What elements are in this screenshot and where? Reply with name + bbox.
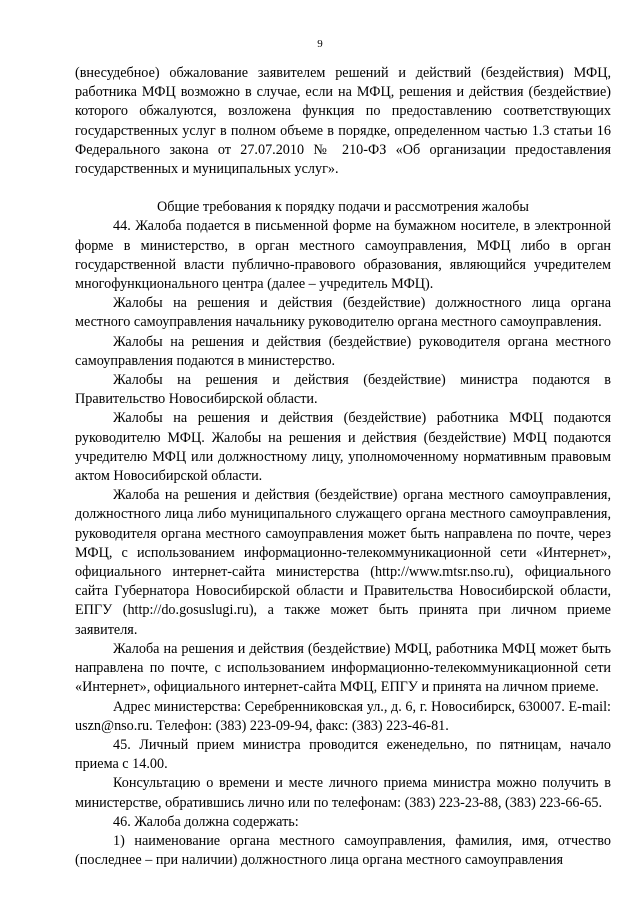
paragraph-complaints-head: Жалобы на решения и действия (бездействие) руководителя органа местного самоуправления подаются в министерство. [75,333,611,369]
paragraph-continuation: (внесудебное) обжалование заявителем решений и действий (бездействия) МФЦ, работника МФЦ возможно в случае, если на МФЦ, решения и действия (бездействие) которого обжалуются, возложена функция по предоставлению соответствующих государственных услуг в полном объеме в порядке, определенном частью 1.3 статьи 16 Федерального закона от 27.07.2010 № 210-ФЗ «Об организации предоставления государственных и муниципальных услуг». [75,65,611,178]
paragraph-44: 44. Жалоба подается в письменной форме на бумажном носителе, в электронной форме в министерство, в орган местного самоуправления, МФЦ либо в орган государственной власти публично-правового образования, являющийся учредителем многофункционального центра (далее – учредитель МФЦ). [75,218,611,293]
paragraph-complaints-officials: Жалобы на решения и действия (бездействие) должностного лица органа местного самоуправления начальнику руководителю органа местного самоуправления. [75,295,611,331]
document-body [75,64,611,870]
paragraph-46: 46. Жалоба должна содержать: [113,813,299,830]
paragraph-ministry-address: Адрес министерства: Серебренниковская ул., д. 6, г. Новосибирск, 630007. E-mail: uszn@nso.ru. Телефон: (383) 223-09-94, факс: (383) 223-46-81. [75,698,611,734]
paragraph-complaints-minister: Жалобы на решения и действия (бездействие) министра подаются в Правительство Новосибирской области. [75,372,611,408]
paragraph-mfc-complaint-channels: Жалоба на решения и действия (бездействие) МФЦ, работника МФЦ может быть направлена по почте, с использованием информационно-телекоммуникационной сети «Интернет», официального интернет-сайта МФЦ, ЕПГУ и принята на личном приеме. [75,640,611,696]
page-number: 9 [317,38,323,50]
paragraph-complaints-mfc: Жалобы на решения и действия (бездействие) работника МФЦ подаются руководителю МФЦ. Жалобы на решения и действия (бездействие) МФЦ подаются учредителю МФЦ или должностному лицу, уполномоченному нормативным правовым актом Новосибирской области. [75,410,611,485]
paragraph-complaint-channels: Жалоба на решения и действия (бездействие) органа местного самоуправления, должностного лица либо муниципального служащего органа местного самоуправления, руководителя органа местного самоуправления может быть направлена по почте, через МФЦ, с использованием информационно-телекоммуникационной сети «Интернет», официального интернет-сайта министерства (http://www.mtsr.nso.ru), официального сайта Губернатора Новосибирской области и Правительства Новосибирской области, ЕПГУ (http://do.gosuslugi.ru), а также может быть принята при личном приеме заявителя. [75,487,611,638]
paragraph-consultation: Консультацию о времени и месте личного приема министра можно получить в министерстве, обратившись лично или по телефонам: (383) 223-23-88, (383) 223-66-65. [75,775,611,811]
paragraph-45: 45. Личный прием министра проводится еженедельно, по пятницам, начало приема с 14.00. [75,736,611,773]
section-heading: Общие требования к порядку подачи и рассмотрения жалобы [157,199,529,216]
paragraph-46-item-1: 1) наименование органа местного самоуправления, фамилия, имя, отчество (последнее – при наличии) должностного лица органа местного самоуправления [75,832,611,869]
